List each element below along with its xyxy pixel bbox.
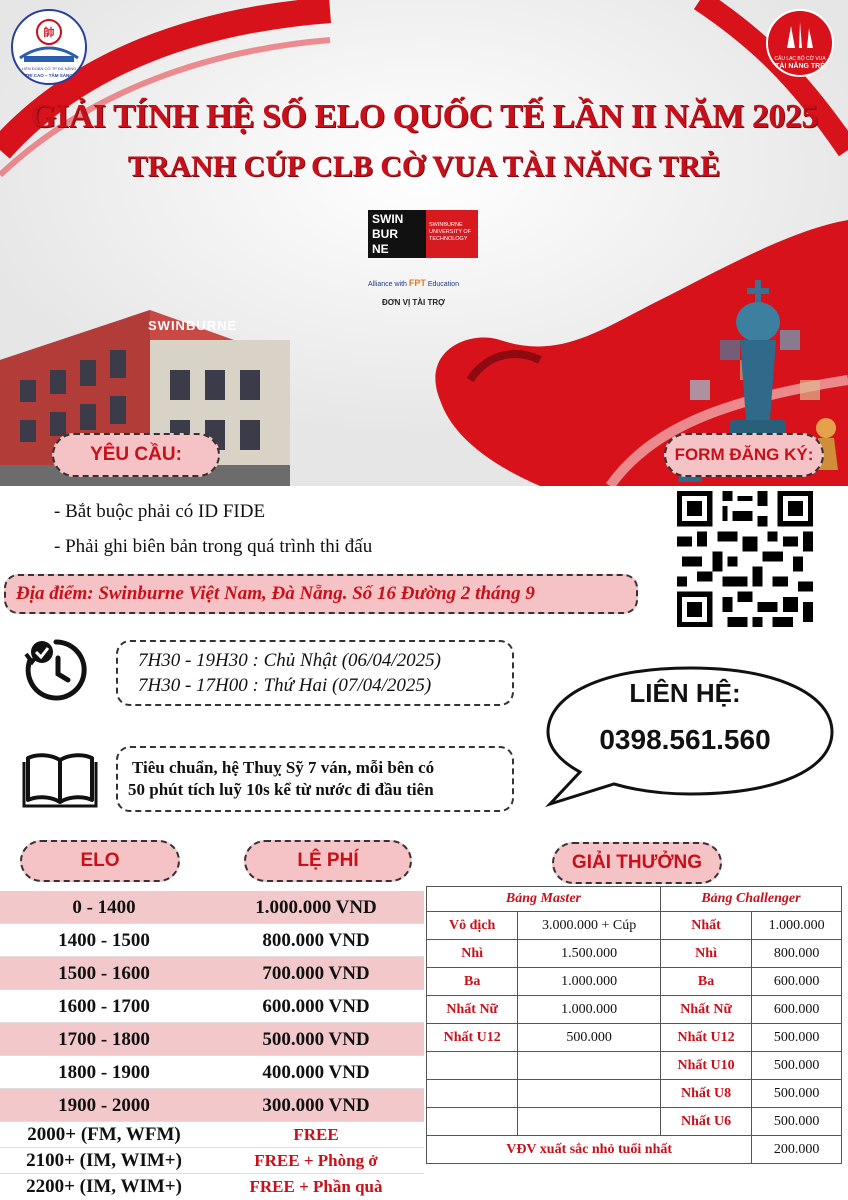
fpt-logo: FPT	[408, 278, 426, 288]
prize-label: Nhất U10	[660, 1052, 751, 1080]
elo-range: 1600 - 1700	[58, 996, 150, 1017]
prize-table	[426, 886, 842, 1164]
schedule-day-1: 7H30 - 19H30 : Chủ Nhật (06/04/2025)	[138, 650, 441, 671]
requirements-heading: YÊU CẦU:	[52, 433, 220, 477]
prize-value: 500.000	[752, 1080, 842, 1108]
prize-value: 600.000	[752, 968, 842, 996]
table-row	[427, 940, 842, 968]
prize-label: Nhì	[427, 940, 518, 968]
fee-amount: 1.000.000 VND	[255, 897, 377, 918]
alliance-suffix: Education	[427, 281, 459, 288]
prizes-heading: GIẢI THƯỞNG	[552, 842, 722, 884]
sponsor-logo-line: BUR	[372, 227, 398, 241]
prize-label: Nhất Nữ	[660, 996, 751, 1024]
schedule-day-2: 7H30 - 17H00 : Thứ Hai (07/04/2025)	[138, 675, 432, 696]
prize-value: 500.000	[518, 1024, 661, 1052]
fee-amount: FREE	[293, 1125, 339, 1144]
prize-label: Nhất	[660, 912, 751, 940]
prize-value: 500.000	[752, 1024, 842, 1052]
fee-amount: FREE + Phần quà	[249, 1177, 383, 1196]
clock-icon	[22, 636, 90, 704]
youngest-player-value: 200.000	[752, 1136, 842, 1164]
elo-range: 1700 - 1800	[58, 1029, 150, 1050]
elo-range: 1900 - 2000	[58, 1095, 150, 1116]
challenger-header: Bảng Challenger	[660, 887, 841, 912]
prize-value: 1.000.000	[518, 996, 661, 1024]
sponsor-logo-line: SWIN	[372, 212, 404, 226]
table-row	[0, 891, 424, 924]
table-row	[0, 1089, 424, 1122]
alliance-prefix: Alliance with	[368, 281, 407, 288]
prize-label: Nhất U8	[660, 1080, 751, 1108]
fee-amount: 800.000 VND	[262, 930, 370, 951]
fee-amount: 300.000 VND	[262, 1095, 370, 1116]
prize-value	[518, 1052, 661, 1080]
registration-qr-code[interactable]	[672, 486, 818, 632]
contact-label: LIÊN HỆ:	[629, 678, 741, 708]
prize-value: 1.000.000	[518, 968, 661, 996]
prize-label: Ba	[660, 968, 751, 996]
table-row	[427, 968, 842, 996]
prize-value: 600.000	[752, 996, 842, 1024]
elo-range: 1800 - 1900	[58, 1062, 150, 1083]
federation-logo-text: LIÊN ĐOÀN CỜ TP ĐÀ NẴNG	[21, 66, 77, 71]
elo-range: 1500 - 1600	[58, 963, 150, 984]
elo-range: 2000+ (FM, WFM)	[27, 1124, 181, 1145]
sponsor-logo	[368, 210, 478, 258]
prize-label: Nhất U12	[660, 1024, 751, 1052]
elo-column-heading: ELO	[20, 840, 180, 882]
prize-value: 500.000	[752, 1052, 842, 1080]
sponsor-logo-mark	[368, 210, 426, 258]
prize-label: Nhất U6	[660, 1108, 751, 1136]
table-row	[0, 1174, 424, 1200]
format-line-2: 50 phút tích luỹ 10s kể từ nước đi đầu tiên	[128, 780, 434, 799]
sponsor-label: ĐƠN VỊ TÀI TRỢ	[382, 298, 445, 307]
table-row	[0, 1148, 424, 1174]
prize-value: 1.000.000	[752, 912, 842, 940]
fee-amount: FREE + Phòng ở	[254, 1151, 378, 1170]
prize-value: 800.000	[752, 940, 842, 968]
table-row	[0, 957, 424, 990]
prize-label	[427, 1052, 518, 1080]
table-row	[0, 1023, 424, 1056]
table-row	[0, 1122, 424, 1148]
table-row	[427, 912, 842, 940]
table-row	[427, 996, 842, 1024]
club-logo-sub: TÀI NĂNG TRẺ	[775, 63, 825, 70]
book-icon	[22, 748, 98, 808]
federation-logo	[10, 8, 88, 86]
page-title: GIẢI TÍNH HỆ SỐ ELO QUỐC TẾ LẦN II NĂM 2025	[30, 98, 818, 135]
svg-text:帥: 帥	[43, 27, 55, 39]
youngest-player-label: VĐV xuất sắc nhỏ tuổi nhất	[427, 1136, 752, 1164]
format-box	[116, 746, 514, 812]
table-row	[427, 1108, 842, 1136]
prize-label: Nhất U12	[427, 1024, 518, 1052]
page-subtitle: TRANH CÚP CLB CỜ VUA TÀI NĂNG TRẺ	[127, 150, 721, 183]
building-sign: SWINBURNE	[148, 318, 238, 333]
prize-value: 1.500.000	[518, 940, 661, 968]
fee-amount: 600.000 VND	[262, 996, 370, 1017]
prize-value: 500.000	[752, 1108, 842, 1136]
contact-phone[interactable]: 0398.561.560	[599, 724, 771, 755]
table-row	[427, 887, 842, 912]
prize-label	[427, 1080, 518, 1108]
fee-amount: 500.000 VND	[262, 1029, 370, 1050]
elo-range: 2100+ (IM, WIM+)	[26, 1150, 182, 1171]
requirement-item: - Bắt buộc phải có ID FIDE	[54, 501, 266, 522]
table-row	[0, 924, 424, 957]
master-header: Bảng Master	[427, 887, 661, 912]
sponsor-logo-fullname: SWINBURNE UNIVERSITY OF TECHNOLOGY	[426, 210, 478, 258]
fee-amount: 700.000 VND	[262, 963, 370, 984]
table-row	[0, 1056, 424, 1089]
prize-label: Nhì	[660, 940, 751, 968]
elo-range: 2200+ (IM, WIM+)	[26, 1176, 182, 1197]
elo-range: 0 - 1400	[72, 897, 136, 918]
alliance-text	[368, 278, 459, 288]
table-row	[427, 1136, 842, 1164]
sponsor-logo-line: NE	[372, 242, 389, 256]
elo-range: 1400 - 1500	[58, 930, 150, 951]
fee-column-heading: LỆ PHÍ	[244, 840, 412, 882]
table-row	[427, 1052, 842, 1080]
requirement-item: - Phải ghi biên bản trong quá trình thi đấu	[54, 536, 373, 557]
format-line-1: Tiêu chuẩn, hệ Thuỵ Sỹ 7 ván, mỗi bên có	[132, 758, 435, 777]
table-row	[427, 1024, 842, 1052]
prize-label: Ba	[427, 968, 518, 996]
prize-label: Vô địch	[427, 912, 518, 940]
table-row	[427, 1080, 842, 1108]
fee-amount: 400.000 VND	[262, 1062, 370, 1083]
registration-form-heading: FORM ĐĂNG KÝ:	[664, 433, 824, 477]
prize-value: 3.000.000 + Cúp	[518, 912, 661, 940]
venue-address: Địa điểm: Swinburne Việt Nam, Đà Nẵng. Số 16 Đường 2 tháng 9	[4, 574, 638, 614]
table-row	[0, 990, 424, 1023]
prize-value	[518, 1080, 661, 1108]
fee-table	[0, 891, 424, 1200]
federation-logo-motto: TRÍ CAO – TÂM SÁNG	[25, 73, 73, 78]
prize-value	[518, 1108, 661, 1136]
prize-label	[427, 1108, 518, 1136]
prize-label: Nhất Nữ	[427, 996, 518, 1024]
club-logo-text: CÂU LẠC BỘ CỜ VUA	[774, 56, 826, 62]
club-logo	[765, 8, 835, 78]
